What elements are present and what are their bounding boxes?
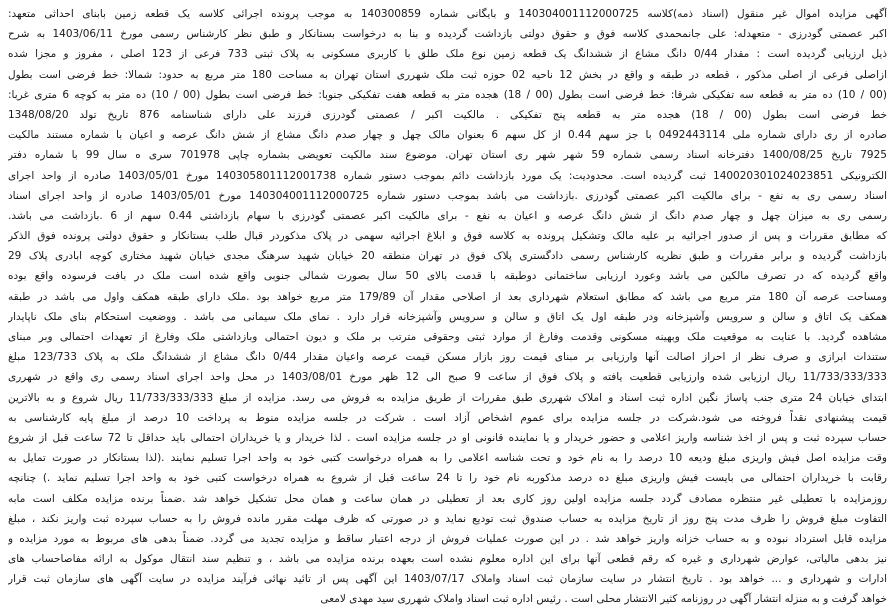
notice-line: واقع گردیده که در تصرف مالکین می باشد وعورد ارزیابی ساختمانی دوطبقه با قدمت بالای 50 سال بصورت شمالی جنوبی واقع شده است ملک در بافت فرسوده واقع بوده <box>8 270 887 283</box>
notice-line: همکف یک اتاق و سالن و سرویس وآشپزخانه ودر طبقه اول یک اتاق و سالن و سرویس وآشپزخانه قرار دارد . نمای ملک سیمانی می باشد . ووضعیت استحکام بنای ملک ناپایدار <box>8 310 887 323</box>
notice-line: نیز بدهی مالیاتی، عوارض شهرداری و غیره که رقم قطعی آنها برای این اداره معلوم نشده است بعهده برنده مزایده می باشد ، و تنظیم سند انتقال موکول به ارائه مفاصاحساب های <box>8 553 887 566</box>
notice-line: ومساحت عرصه آن 180 متر مربع می باشد که مطابق استعلام شهرداری بعد از اصلاحی مقدار آن 179/89 متر مربع خواهد بود .ملک دارای طبقه همکف واول می باشد در طبقه <box>8 290 887 303</box>
notice-line: ادارات و شهرداری و ... خواهد بود . تاریخ انتشار در سایت سازمان ثبت اسناد واملاک 1403/07/17 این آگهی پس از تائید نهائی فرآیند مزایده در سایت آگهی های سازمان ثبت قرار <box>8 573 887 586</box>
notice-line: که مطابق مقررات و پس از صدور اجرائیه بر علیه مالک وتشکیل پرونده به کلاسه فوق و ابلاغ اجرائیه سهمی در پلاک مذکوردر قبال طلب بستانکار و حقوق دولتی پرونده فوق الذکر <box>8 230 887 243</box>
notice-line: صادره از ری دارای شماره ملی 0492443114 با جز سهم 0.44 از کل سهم 6 بعنوان مالک چهل و چهار صدم دانگ مشاع از شش دانگ عرصه و اعیان با شماره مستند مالکیت <box>8 129 887 142</box>
notice-line: رسمی ری به میزان چهل و چهار صدم دانگ از شش دانگ عرصه و اعیان به نفع - برای مالکیت اکبر عصمتی گودرزی با سهام بازداشتی 0.44 سهم از 6 .بازداشت می باشد. <box>8 209 887 222</box>
notice-line: ستندات ابرازی و صرف نظر از احراز اصالت آنها وارزیابی بر مبنای قیمت روز بازار مسکن قیمت عرصه واعیان مقدار 0/44 دانگ مشاع از ششدانگ ملک به پلاک 123/733 مبلغ <box>8 351 887 364</box>
notice-line: 7925 تاریخ 1400/08/25 دفترخانه اسناد رسمی شماره 59 شهر شهر ری استان تهران. موضوع سند مالکیت تعویضی بشماره چاپی 701978 سری ه سال 99 با شماره دفتر <box>8 149 887 162</box>
notice-line: ابتدای خیابان 24 متری جنب پاساژ نگین اداره ثبت اسناد و املاک شهرری طبق مقررات از طریق مزایده به فروش می رسد. مزایده از مبلغ 11/733/333/333 ریال شروع و به بالاترین <box>8 391 887 404</box>
notice-line: خواهد گرفت و به منزله انتشار آگهی در روزنامه کثیر الانتشار محلی است . رئیس اداره ثبت اسناد واملاک شهرری سید مهدی لامعی <box>320 593 887 606</box>
notice-line: رقابت با خریداران احتمالی می بایست فیش واریزی مبلغ ده درصد مذکوربه نام خود را تا 24 ساعت قبل از شروع به همراه درخواست کتبی خود به واحد اجرا تسلیم نماید .) چنانچه <box>8 472 887 485</box>
notice-line: بازداشت گردیده و برابر مقررات و طبق نظریه کارشناس رسمی دادگستری پلاک فوق در تهران منطقه 20 خیابان شهید سرهنگ مجدی خیابان شهید مختاری کوچه ابادری پلاک 29 <box>8 250 887 263</box>
notice-line: وقت مزایده اصل فیش واریزی مبلغ ودیعه 10 درصد را به نام خود و تحت شناسه اعلامی را به همراه درخواست کتبی خود به واحد اجرا تسلیم نمایند .(لذا بستانکار در صورت تمایل به <box>8 452 887 465</box>
notice-line: آگهی مزایده اموال غیر منقول (اسناد ذمه)کلاسه 140304001112000725 و بایگانی شماره 140300859 به موجب پرونده اجرائی کلاسه یک قطعه زمین بابنای احداثی متعهد: <box>8 8 887 20</box>
notice-line: (00 / 10) ده متر به قطعه سه تفکیکی شرقا: خط فرضی است بطول (00 / 18) هجده متر به قطعه هفت تفکیکی جنوبا: خط فرضی است بطول (00 / 10) ده متر به کوچه 6 متری غربا: <box>8 88 887 101</box>
notice-line: اسناد رسمی ری به نفع - برای مالکیت اکبر عصمتی گودرزی .بازداشت می باشد بموجب دستور شماره 140304001112000725 مورخ 1403/05/01 صادره از واحد اجرای اسناد <box>8 189 887 202</box>
notice-line: قیمت پیشنهادی نقداً فروخته می شود.شرکت در جلسه مزایده برای عموم اشخاص آزاد است . شرکت در جلسه مزایده منوط به پرداخت 10 درصد از مبلغ پایه کارشناسی به <box>8 411 887 424</box>
notice-line: اکبر عصمتی گودرزی - متعهدله: علی جانمحمدی کلاسه فوق و حقوق دولتی بازداشت گردیده و بنا به درخواست بستانکار و طبق نظر کارشناس رسمی مورخ 1403/06/11 به شرح <box>8 28 887 41</box>
notice-line: الکترونیکی 140020301024023851 ثبت گردیده است. محدودیت: یک مورد بازداشت دائم بموجب دستور شماره 140305801112001738 مورخ 1403/05/01 صادره از واحد اجرای <box>8 169 887 182</box>
notice-line: ازاصلی فرعی از اصلی مذکور ، قطعه در طبقه و واقع در بخش 12 ناحیه 02 حوزه ثبت ملک شهرری استان تهران به مساحت 180 متر مربع به حدود: شمالا: خط فرضی است بطول <box>8 68 887 81</box>
notice-line: حساب سپرده ثبت و پس از اخذ شناسه واریز اعلامی و حضور خریدار و یا نماینده قانونی او در جلسه مزایده است . لذا خریدار و یا خریداران احتمالی باید حداقل تا 72 ساعت قبل از شروع <box>8 431 887 444</box>
notice-line: ذیل ارزیابی گردیده است : مقدار 0/44 دانگ مشاع از ششدانگ یک قطعه زمین نوع ملک طلق با کاربری مسکونی به پلاک ثبتی 733 فرعی از 123 اصلی ، مفروز و مجزا شده <box>8 48 887 61</box>
notice-line: مزایده قابل استرداد نبوده و به حساب خزانه واریز خواهد شد . در این صورت عملیات فروش از درجه اعتبار ساقط و مزایده تجدید می گردد. ضمناً بدهی های مربوط به مورد مزایده و <box>8 532 887 545</box>
notice-line: 11/733/333/333 ریال ارزیابی شده وارزیابی قطعیت یافته و پلاک فوق از ساعت 9 صبح الی 12 ظهر مورخ 1403/08/01 در محل واحد اجرای اسناد رسمی ری واقع در شهرری <box>8 371 887 384</box>
notice-line: التفاوت مبلغ فروش را ظرف مدت پنج روز از تاریخ مزایده به حساب صندوق ثبت تودیع نماید و در صورتی که ظرف مهلت مقرر مانده فروش را به حساب سپرده ثبت واریز نکند ، مبلغ <box>8 512 887 525</box>
notice-line: خط فرضی است بطول (00 / 18) هجده متر به قطعه پنج تفکیکی . مالکیت اکبر / عصمتی گودرزی فرزند علی دارای شناسنامه 876 تاریخ تولد 1348/08/20 <box>8 108 887 121</box>
notice-line: مشاهده گردید. با عنایت به موقعیت ملک وبهینه مسکونی وقدمت وفارغ از موارد ثبتی وحقوقی مترتب بر ملک و دیون احتمالی وبازداشتی ملک وفارغ از تعهدات احتمالی وبر مبنای <box>8 331 887 343</box>
notice-line: روزمزایده با تعطیلی غیر منتظره مصادف گردد جلسه مزایده اولین روز کاری بعد از تعطیلی در همان ساعت و همان محل تشکیل خواهد شد .ضمناً برنده مزایده مکلف است مابه <box>8 492 887 505</box>
